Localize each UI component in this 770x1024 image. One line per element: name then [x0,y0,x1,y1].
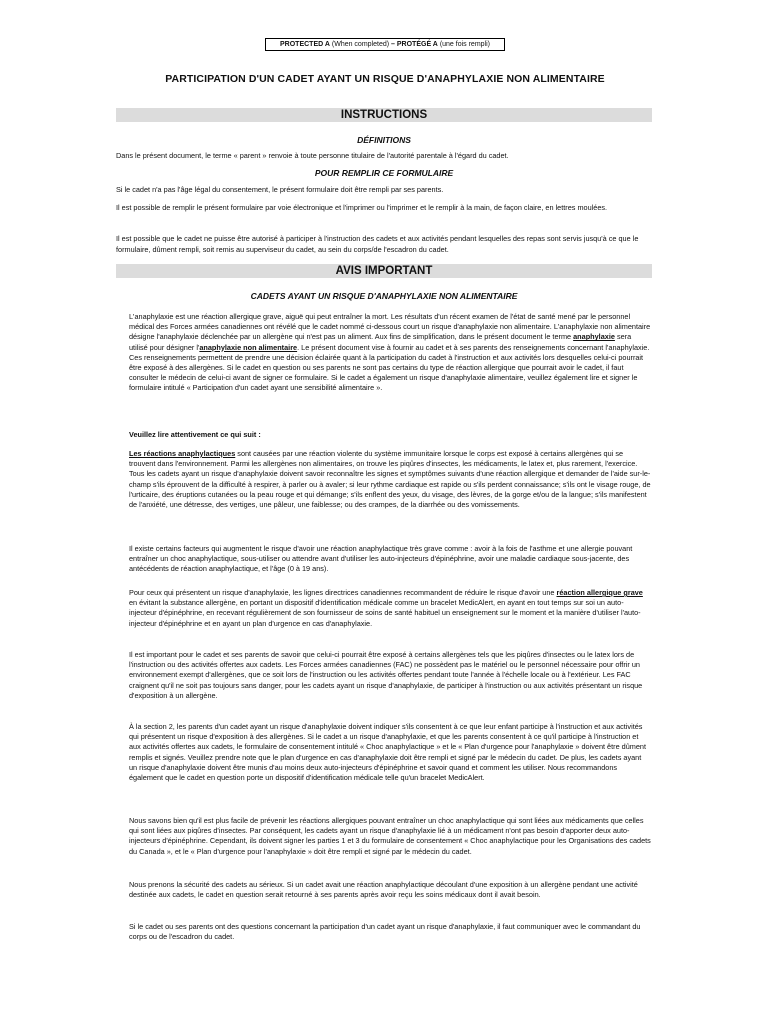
document-title: PARTICIPATION D'UN CADET AYANT UN RISQUE D'ANAPHYLAXIE NON ALIMENTAIRE [165,73,605,85]
protected-label-en: PROTECTED A [280,41,330,48]
p1-text-a: L'anaphylaxie est une réaction allergique grave, aiguë qui peut entraîner la mort. Les résultats d'un récent examen de l'état de santé mené par le personnel médical des Forces armées canadiennes ont révélé que le cadet nommé ci-dessous court un risque d'anaphylaxie non alimentaire. L'anaphylaxie non alimentaire désigne l'anaphylaxie déclenchée par un allergène qui n'est pas un aliment. Aux fins de simplification, dans le présent document le terme [129,312,651,342]
notice-paragraph-1 [129,312,651,394]
fill-form-paragraph-2: Il est possible de remplir le présent formulaire par voie électronique et l'imprimer ou l'imprimer et le remplir à la main, de façon claire, en lettres moulées. [116,203,608,212]
read-carefully-note: Veuillez lire attentivement ce qui suit : [129,430,261,439]
notice-paragraph-5: Il est important pour le cadet et ses parents de savoir que celui-ci pourrait être exposé à certains allergènes tels que les piqûres d'insectes ou le latex lors de l'instruction ou des activités offertes aux cadets. Les Forces armées canadiennes (FAC) ne possèdent pas le matériel ou le personnel nécessaire pour offrir un environnement exempt d'allergènes, que ce soit lors de l'instruction ou les activités offertes pendant toute l'année à l'échelle locale ou à l'extérieur. Les FAC craignent qu'il ne soit pas toujours sans danger, pour les cadets ayant un risque d'anaphylaxie, de participer à l'instruction ou aux activités présentant un risque d'exposition à un allergène. [129,650,643,700]
important-notice-heading: AVIS IMPORTANT [116,264,652,278]
notice-paragraph-7: Nous savons bien qu'il est plus facile de prévenir les réactions allergiques pouvant entraîner un choc anaphylactique qui sont liées aux médicaments que celles qui sont liées aux piqûres d'insectes. Par conséquent, les cadets ayant un risque d'anaphylaxie lié à un médicament n'ont pas besoin d'apporter deux auto-injecteurs d'épinéphrine. Cependant, ils doivent signer les parties 1 et 3 du formulaire de consentement « Choc anaphylactique pour les Organisations des cadets du Canada », et le « Plan d'urgence pour l'anaphylaxie » doit être rempli et signé par le médecin du cadet. [129,816,651,856]
p1-term-anaphylaxie: anaphylaxie [573,332,615,342]
protected-label-fr: PROTÉGÉ A [396,41,438,48]
instructions-heading: INSTRUCTIONS [116,108,652,122]
notice-paragraph-8: Nous prenons la sécurité des cadets au sérieux. Si un cadet avait une réaction anaphylactique découlant d'une exposition à un allergène pendant une activité destinée aux cadets, le cadet en question serait retourné à ses parents après avoir reçu les soins médicaux dont il avait besoin. [129,880,638,900]
notice-paragraph-3: Il existe certains facteurs qui augmentent le risque d'avoir une réaction anaphylactique très grave comme : avoir à la fois de l'asthme et une allergie pouvant entraîner un choc anaphylactique, sous-utiliser ou attendre avant d'utiliser les auto-injecteurs d'épinéphrine, avoir une maladie cardiaque sous-jacente, des antécédents de réaction anaphylactique, et l'âge (0 à 19 ans). [129,544,633,574]
fill-form-heading: POUR REMPLIR CE FORMULAIRE [314,168,454,178]
p1-term-non-alimentaire: anaphylaxie non alimentaire [199,342,298,352]
p2-text: sont causées par une réaction violente du système immunitaire lorsque le corps est exposé à certains allergènes qui se trouvent dans l'environnement. Parmi les allergènes non alimentaires, on trouve les piqûres d'insectes, les médicaments, le latex et, plus rarement, l'exercice. Tous les cadets ayant un risque d'anaphylaxie doivent savoir reconnaître les signes et symptômes suivants d'une réaction allergique et demander de l'aide sur-le-champ s'ils éprouvent de la difficulté à respirer, à parler ou à avaler; si leur rythme cardiaque est rapide ou s'ils perdent connaissance; s'ils ont le visage rouge, de l'urticaire, des éruptions cutanées ou la peau rouge et qui démange; s'ils enflent des yeux, du visage, des lèvres, de la gorge et/ou de la langue; s'ils manifestent de l'anxiété, une détresse, des vertiges, une pâleur, une faiblesse; ou des crampes, de la diarrhée ou des vomissements. [129,449,651,510]
p4-term-reaction-grave: réaction allergique grave [556,588,643,597]
protected-note-fr: (une fois rempli) [439,41,490,48]
notice-paragraph-6: À la section 2, les parents d'un cadet ayant un risque d'anaphylaxie doivent indiquer s'ils consentent à ce que leur enfant participe à l'instruction et aux activités qui présentent un risque d'exposition à des allergènes. Si le cadet a un risque d'anaphylaxie, et que les parents consentent à ce qu'il participe à l'instruction et aux activités offertes aux cadets, le formulaire de consentement intitulé « Choc anaphylactique » et le « Plan d'urgence pour l'anaphylaxie » doivent être dûment remplis et signés. Veuillez prendre note que le plan d'urgence en cas d'anaphylaxie doit être rempli et signé par le médecin du cadet. De plus, les cadets ayant un risque d'anaphylaxie doivent être munis d'au moins deux auto-injecteurs d'épinéphrine et savoir quand et comment les utiliser. Nous recommandons également que le cadet en question porte un dispositif d'identification médicale telle qu'un bracelet MedicAlert. [129,722,646,783]
p4-text-a: Pour ceux qui présentent un risque d'anaphylaxie, les lignes directrices canadiennes recommandent de réduire le risque d'avoir une [129,588,555,597]
p2-term-reactions: Les réactions anaphylactiques [129,449,236,458]
notice-paragraph-9: Si le cadet ou ses parents ont des questions concernant la participation d'un cadet ayant un risque d'anaphylaxie, il faut communiquer avec le commandant du corps ou de l'escadron du cadet. [129,922,641,942]
notice-paragraph-4 [129,588,651,629]
definitions-text: Dans le présent document, le terme « parent » renvoie à toute personne titulaire de l'autorité parentale à l'égard du cadet. [116,151,509,160]
fill-form-paragraph-1: Si le cadet n'a pas l'âge légal du consentement, le présent formulaire doit être rempli par ses parents. [116,185,444,194]
notice-subheading: CADETS AYANT UN RISQUE D'ANAPHYLAXIE NON ALIMENTAIRE [250,291,518,301]
fill-form-paragraph-3: Il est possible que le cadet ne puisse être autorisé à participer à l'instruction des cadets et aux activités pendant lesquelles des repas sont servis jusqu'à ce que le formulaire, dûment rempli, soit remis au superviseur du cadet, au sein du corps/de l'escadron du cadet. [116,234,639,254]
notice-paragraph-2 [129,449,651,510]
protected-separator: – [391,41,395,48]
protected-note-en: (When completed) [331,41,390,48]
p1-text-c: . Le présent document vise à fournir au cadet et à ses parents des renseignements concernant l'anaphylaxie. Ces renseignements permettent de prendre une décision éclairée quant à la participation du cadet à l'instruction et aux activités lors desquelles celui-ci pourrait être exposé à des allergènes. Si le cadet en question ou ses parents ne sont pas certains du type de réaction allergique que pourrait avoir le cadet, il faut consulter le médecin de celui-ci avant de signer ce formulaire. Si le cadet a également un risque d'anaphylaxie alimentaire, veuillez également lire et signer le formulaire intitulé « Participation d'un cadet ayant une sensibilité alimentaire ». [129,342,650,393]
security-classification-box [265,38,505,51]
p1-text-b: sera utilisé pour désigner l' [129,332,632,352]
definitions-heading: DÉFINITIONS [357,135,411,145]
p4-text-b: en évitant la substance allergène, en portant un dispositif d'identification médicale comme un bracelet MedicAlert, en ayant en tout temps sur soi un auto-injecteur d'épinéphrine, en recevant régulièrement de son fournisseur de soins de santé habituel un enseignement sur le moment et la manière d'utiliser l'auto-injecteur d'épinéphrine et en ayant un plan d'urgence en cas d'anaphylaxie. [129,598,641,628]
